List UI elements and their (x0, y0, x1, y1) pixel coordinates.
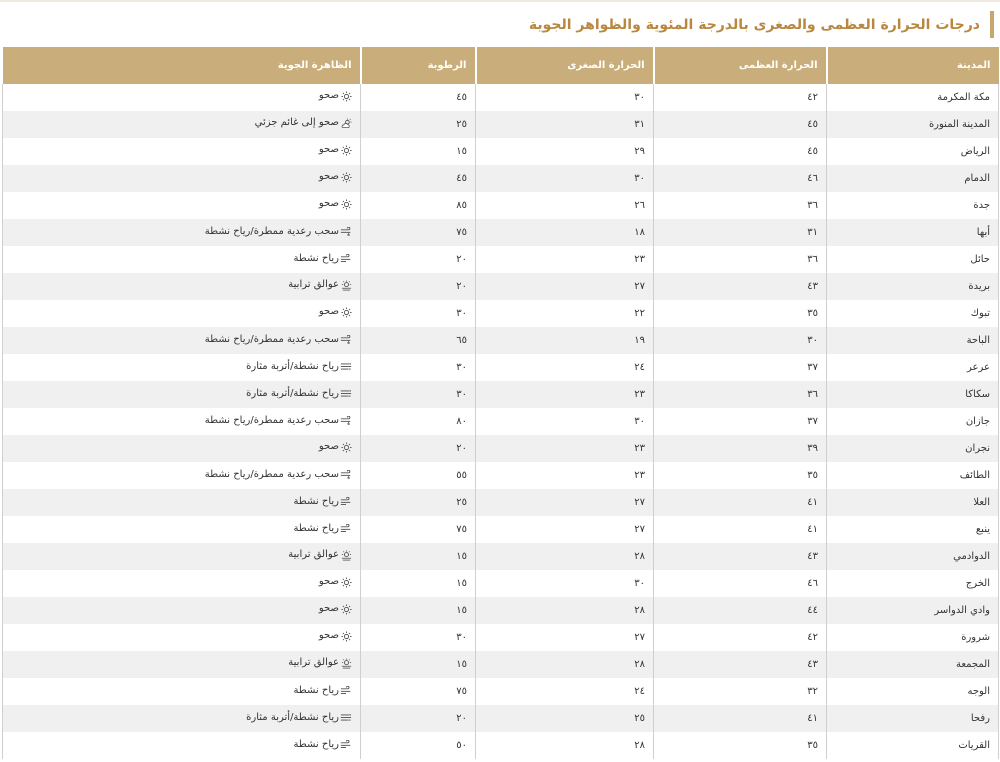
cell-humidity: ٧٥ (361, 678, 476, 705)
cell-phenomenon (3, 246, 361, 273)
sun-icon (341, 604, 352, 613)
phenomenon-label: رياح نشطة (293, 253, 339, 264)
cell-min-temp: ٢٣ (476, 246, 654, 273)
storm-wind-icon (341, 227, 352, 236)
cell-min-temp: ٢٤ (476, 678, 654, 705)
partly-cloudy-icon (341, 118, 352, 127)
table-row (3, 570, 999, 597)
phenomenon-label: رياح نشطة (293, 685, 339, 696)
cell-city: وادي الدواسر (827, 597, 999, 624)
phenomenon-label: عوالق ترابية (288, 279, 339, 290)
table-row (3, 651, 999, 678)
cell-humidity: ١٥ (361, 651, 476, 678)
cell-phenomenon (3, 516, 361, 543)
cell-humidity: ٣٠ (361, 300, 476, 327)
cell-humidity: ٣٠ (361, 381, 476, 408)
page-title: درجات الحرارة العظمى والصغرى بالدرجة المئوية والظواهر الجوية (528, 16, 980, 33)
table-row (3, 273, 999, 300)
cell-humidity: ٣٠ (361, 354, 476, 381)
cell-city: رفحا (827, 705, 999, 732)
cell-humidity: ٣٠ (361, 624, 476, 651)
cell-min-temp: ٢٢ (476, 300, 654, 327)
table-row (3, 678, 999, 705)
dust-wind-icon (341, 362, 352, 371)
cell-phenomenon (3, 111, 361, 138)
cell-max-temp: ٤٤ (654, 597, 827, 624)
phenomenon-content (288, 279, 352, 290)
sun-icon (341, 442, 352, 451)
cell-min-temp: ٢٨ (476, 732, 654, 759)
cell-phenomenon (3, 408, 361, 435)
cell-humidity: ٨٥ (361, 192, 476, 219)
cell-city: ينبع (827, 516, 999, 543)
cell-city: الخرج (827, 570, 999, 597)
phenomenon-label: صحو (318, 198, 339, 209)
table-row (3, 732, 999, 759)
table-row (3, 543, 999, 570)
phenomenon-label: صحو (318, 306, 339, 317)
table-row (3, 516, 999, 543)
cell-phenomenon (3, 462, 361, 489)
cell-phenomenon (3, 732, 361, 759)
cell-city: بريدة (827, 273, 999, 300)
cell-humidity: ٤٥ (361, 165, 476, 192)
header-city: المدينة (827, 47, 999, 84)
phenomenon-label: صحو (318, 90, 339, 101)
cell-phenomenon (3, 570, 361, 597)
phenomenon-content (205, 469, 352, 480)
cell-max-temp: ٣٥ (654, 300, 827, 327)
cell-phenomenon (3, 84, 361, 111)
header-humidity: الرطوبة (361, 47, 476, 84)
phenomenon-label: سحب رعدية ممطرة/رياح نشطة (204, 226, 339, 237)
cell-humidity: ٢٥ (361, 111, 476, 138)
cell-city: عرعر (827, 354, 999, 381)
cell-max-temp: ٣٠ (654, 327, 827, 354)
phenomenon-content (319, 630, 352, 641)
phenomenon-label: عوالق ترابية (288, 657, 339, 668)
sun-icon (341, 145, 352, 154)
table-row (3, 435, 999, 462)
cell-city: نجران (827, 435, 999, 462)
cell-min-temp: ٢٣ (476, 435, 654, 462)
cell-min-temp: ٢٤ (476, 354, 654, 381)
header-phenomenon: الظاهرة الجوية (3, 47, 361, 84)
cell-phenomenon (3, 192, 361, 219)
table-row (3, 84, 999, 111)
cell-city: تبوك (827, 300, 999, 327)
table-row (3, 381, 999, 408)
cell-phenomenon (3, 354, 361, 381)
storm-wind-icon (341, 416, 352, 425)
wind-icon (341, 740, 352, 749)
cell-humidity: ٧٥ (361, 516, 476, 543)
phenomenon-label: رياح نشطة (293, 523, 339, 534)
dust-wind-icon (341, 389, 352, 398)
cell-city: جدة (827, 192, 999, 219)
cell-min-temp: ٢٨ (476, 543, 654, 570)
cell-city: العلا (827, 489, 999, 516)
cell-city: أبها (827, 219, 999, 246)
storm-wind-icon (341, 470, 352, 479)
title-bar (529, 11, 994, 38)
phenomenon-label: رياح نشطة (293, 496, 339, 507)
phenomenon-content (205, 226, 352, 237)
cell-max-temp: ٣٢ (654, 678, 827, 705)
dust-wind-icon (341, 713, 352, 722)
phenomenon-label: سحب رعدية ممطرة/رياح نشطة (204, 469, 339, 480)
phenomenon-content (293, 523, 352, 534)
weather-table (2, 47, 999, 759)
sun-icon (341, 307, 352, 316)
phenomenon-content (293, 739, 352, 750)
cell-max-temp: ٤٥ (654, 138, 827, 165)
cell-city: الدوادمي (827, 543, 999, 570)
phenomenon-content (293, 253, 352, 264)
cell-city: الوجه (827, 678, 999, 705)
wind-icon (341, 254, 352, 263)
phenomenon-label: رياح نشطة/أتربة مثارة (246, 712, 339, 723)
table-row (3, 219, 999, 246)
cell-humidity: ٢٠ (361, 705, 476, 732)
dust-icon (341, 550, 352, 559)
cell-min-temp: ٢٧ (476, 624, 654, 651)
cell-max-temp: ٣٦ (654, 381, 827, 408)
phenomenon-content (319, 90, 352, 101)
cell-phenomenon (3, 300, 361, 327)
phenomenon-content (293, 685, 352, 696)
sun-icon (341, 577, 352, 586)
table-row (3, 408, 999, 435)
cell-phenomenon (3, 138, 361, 165)
cell-max-temp: ٤٣ (654, 651, 827, 678)
cell-min-temp: ٢٧ (476, 516, 654, 543)
dust-icon (341, 280, 352, 289)
cell-phenomenon (3, 489, 361, 516)
cell-max-temp: ٤٦ (654, 570, 827, 597)
table-row (3, 165, 999, 192)
cell-humidity: ٤٥ (361, 84, 476, 111)
wind-icon (341, 686, 352, 695)
header-max-temp: الحرارة العظمى (654, 47, 827, 84)
cell-min-temp: ٣٠ (476, 165, 654, 192)
sun-icon (341, 91, 352, 100)
phenomenon-label: صحو (318, 576, 339, 587)
cell-min-temp: ٢٨ (476, 651, 654, 678)
phenomenon-content (319, 144, 352, 155)
cell-max-temp: ٤٢ (654, 624, 827, 651)
wind-icon (341, 497, 352, 506)
cell-humidity: ١٥ (361, 570, 476, 597)
sun-icon (341, 631, 352, 640)
phenomenon-content (205, 334, 352, 345)
table-row (3, 462, 999, 489)
cell-city: جازان (827, 408, 999, 435)
header-min-temp: الحرارة الصغرى (476, 47, 654, 84)
table-row (3, 192, 999, 219)
cell-max-temp: ٤١ (654, 705, 827, 732)
phenomenon-content (246, 712, 352, 723)
top-divider (0, 0, 1000, 2)
cell-min-temp: ٢٧ (476, 489, 654, 516)
cell-humidity: ١٥ (361, 138, 476, 165)
cell-max-temp: ٤٦ (654, 165, 827, 192)
dust-icon (341, 658, 352, 667)
cell-max-temp: ٤١ (654, 489, 827, 516)
cell-humidity: ١٥ (361, 597, 476, 624)
cell-min-temp: ٢٣ (476, 462, 654, 489)
cell-max-temp: ٣٥ (654, 732, 827, 759)
cell-max-temp: ٣٦ (654, 246, 827, 273)
cell-humidity: ٨٠ (361, 408, 476, 435)
table-row (3, 111, 999, 138)
table-row (3, 354, 999, 381)
phenomenon-content (205, 415, 352, 426)
phenomenon-content (246, 388, 352, 399)
cell-max-temp: ٤١ (654, 516, 827, 543)
cell-humidity: ٦٥ (361, 327, 476, 354)
phenomenon-label: عوالق ترابية (288, 549, 339, 560)
wind-icon (341, 524, 352, 533)
cell-phenomenon (3, 678, 361, 705)
cell-phenomenon (3, 327, 361, 354)
cell-phenomenon (3, 624, 361, 651)
cell-phenomenon (3, 435, 361, 462)
cell-min-temp: ٣١ (476, 111, 654, 138)
cell-city: حائل (827, 246, 999, 273)
cell-min-temp: ٣٠ (476, 570, 654, 597)
cell-phenomenon (3, 273, 361, 300)
phenomenon-content (293, 496, 352, 507)
cell-min-temp: ٢٥ (476, 705, 654, 732)
table-header-row (3, 47, 999, 84)
cell-phenomenon (3, 651, 361, 678)
cell-city: الطائف (827, 462, 999, 489)
cell-phenomenon (3, 219, 361, 246)
cell-humidity: ٢٠ (361, 435, 476, 462)
cell-min-temp: ٢٩ (476, 138, 654, 165)
cell-city: الباحة (827, 327, 999, 354)
cell-city: القريات (827, 732, 999, 759)
phenomenon-label: رياح نشطة (293, 739, 339, 750)
cell-humidity: ٥٠ (361, 732, 476, 759)
cell-humidity: ٧٥ (361, 219, 476, 246)
sun-icon (341, 199, 352, 208)
cell-min-temp: ٣٠ (476, 84, 654, 111)
phenomenon-label: سحب رعدية ممطرة/رياح نشطة (204, 415, 339, 426)
table-row (3, 246, 999, 273)
phenomenon-label: صحو إلى غائم جزئي (254, 117, 339, 128)
phenomenon-label: صحو (318, 630, 339, 641)
storm-wind-icon (341, 335, 352, 344)
phenomenon-content (288, 549, 352, 560)
phenomenon-label: صحو (318, 441, 339, 452)
phenomenon-label: رياح نشطة/أتربة مثارة (246, 361, 339, 372)
phenomenon-content (319, 198, 352, 209)
phenomenon-content (319, 441, 352, 452)
cell-city: المدينة المنورة (827, 111, 999, 138)
cell-phenomenon (3, 543, 361, 570)
table-row (3, 489, 999, 516)
cell-phenomenon (3, 705, 361, 732)
cell-city: الدمام (827, 165, 999, 192)
cell-city: سكاكا (827, 381, 999, 408)
phenomenon-content (319, 171, 352, 182)
table-row (3, 138, 999, 165)
table-row (3, 624, 999, 651)
cell-max-temp: ٣٧ (654, 354, 827, 381)
phenomenon-content (319, 306, 352, 317)
cell-min-temp: ٢٧ (476, 273, 654, 300)
phenomenon-content (319, 603, 352, 614)
cell-min-temp: ٢٦ (476, 192, 654, 219)
cell-min-temp: ٣٠ (476, 408, 654, 435)
cell-max-temp: ٤٣ (654, 543, 827, 570)
cell-max-temp: ٤٣ (654, 273, 827, 300)
cell-city: الرياض (827, 138, 999, 165)
phenomenon-label: صحو (318, 603, 339, 614)
cell-city: شرورة (827, 624, 999, 651)
cell-max-temp: ٣٧ (654, 408, 827, 435)
phenomenon-label: سحب رعدية ممطرة/رياح نشطة (204, 334, 339, 345)
cell-min-temp: ٢٨ (476, 597, 654, 624)
phenomenon-label: صحو (318, 171, 339, 182)
phenomenon-content (288, 657, 352, 668)
cell-city: مكة المكرمة (827, 84, 999, 111)
cell-humidity: ٥٥ (361, 462, 476, 489)
table-row (3, 300, 999, 327)
table-row (3, 705, 999, 732)
phenomenon-content (246, 361, 352, 372)
cell-max-temp: ٤٥ (654, 111, 827, 138)
phenomenon-label: رياح نشطة/أتربة مثارة (246, 388, 339, 399)
cell-min-temp: ٢٣ (476, 381, 654, 408)
table-row (3, 597, 999, 624)
cell-humidity: ١٥ (361, 543, 476, 570)
cell-max-temp: ٤٢ (654, 84, 827, 111)
cell-humidity: ٢٠ (361, 273, 476, 300)
cell-phenomenon (3, 381, 361, 408)
cell-humidity: ٢٠ (361, 246, 476, 273)
phenomenon-content (255, 117, 352, 128)
cell-max-temp: ٣١ (654, 219, 827, 246)
cell-phenomenon (3, 165, 361, 192)
cell-max-temp: ٣٦ (654, 192, 827, 219)
cell-humidity: ٢٥ (361, 489, 476, 516)
sun-icon (341, 172, 352, 181)
table-row (3, 327, 999, 354)
cell-phenomenon (3, 597, 361, 624)
cell-city: المجمعة (827, 651, 999, 678)
phenomenon-content (319, 576, 352, 587)
cell-min-temp: ١٩ (476, 327, 654, 354)
cell-max-temp: ٣٩ (654, 435, 827, 462)
cell-max-temp: ٣٥ (654, 462, 827, 489)
cell-min-temp: ١٨ (476, 219, 654, 246)
phenomenon-label: صحو (318, 144, 339, 155)
